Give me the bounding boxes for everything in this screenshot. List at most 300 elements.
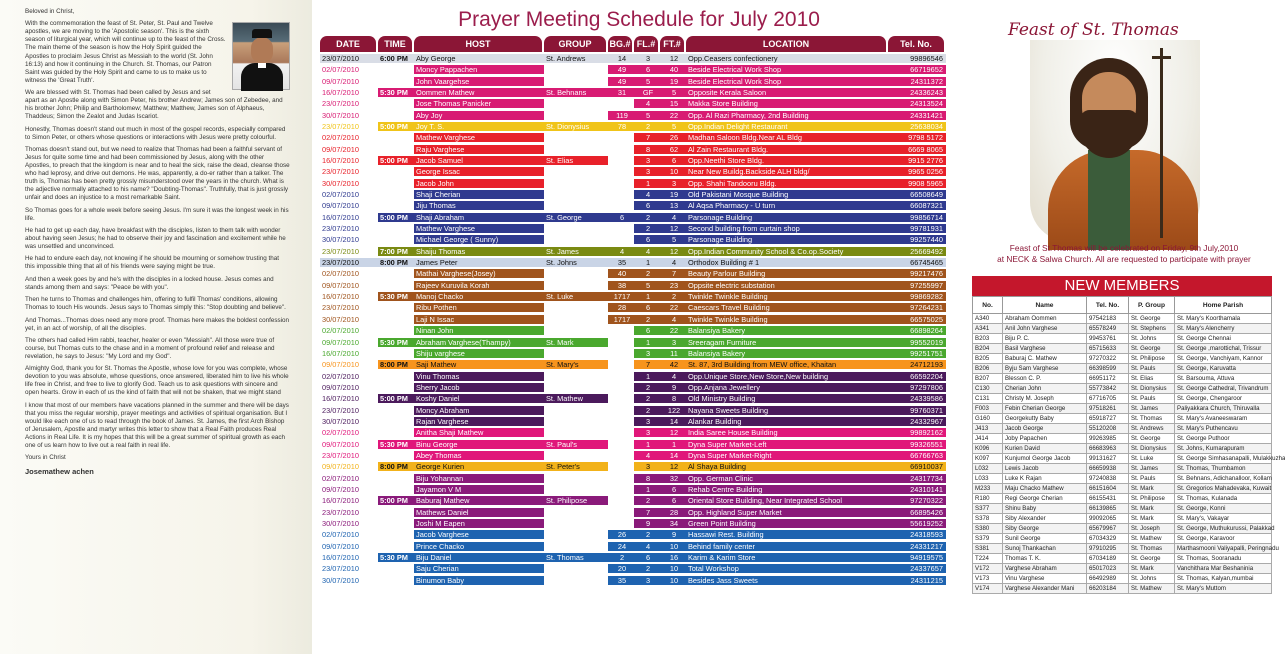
schedule-cell-ft: 16 [660, 553, 686, 562]
schedule-cell-tel: 66898264 [888, 326, 946, 335]
schedule-cell-tel: 24317734 [888, 474, 946, 483]
new-member-row [973, 314, 1272, 324]
schedule-cell-host: Baburaj Mathew [414, 496, 544, 505]
new-member-cell: 66203184 [1087, 584, 1129, 594]
schedule-row [320, 325, 956, 336]
schedule-cell-host: Jayamon V M [414, 485, 544, 494]
new-member-cell: S377 [973, 504, 1003, 514]
schedule-cell-group: St. James [544, 247, 608, 256]
schedule-cell-fl: 4 [634, 190, 660, 199]
new-member-cell: St. Pauls [1129, 364, 1175, 374]
new-member-cell: 66492989 [1087, 574, 1129, 584]
new-member-cell: 65017023 [1087, 564, 1129, 574]
schedule-cell-time: 5:30 PM [378, 440, 414, 449]
schedule-cell-group: St. Thomas [544, 553, 608, 562]
new-member-cell: St. Mathew [1129, 584, 1175, 594]
schedule-cell-time: 8:00 PM [378, 258, 414, 267]
schedule-cell-loc: Oppsite electric substation [686, 281, 888, 290]
schedule-cell-fl: 7 [634, 360, 660, 369]
new-member-cell: St. Mark [1129, 564, 1175, 574]
schedule-cell-group: St. Peter's [544, 462, 608, 471]
new-member-cell: Maju Chacko Mathew [1003, 484, 1087, 494]
schedule-cell-ft: 13 [660, 201, 686, 210]
schedule-cell-fl: 1 [634, 179, 660, 188]
schedule-cell-tel: 66766763 [888, 451, 946, 460]
schedule-cell-tel: 97264231 [888, 303, 946, 312]
schedule-cell-bg: 49 [608, 77, 634, 86]
schedule-cell-group: St. Behnans [544, 88, 608, 97]
schedule-header-cell: HOST [414, 36, 542, 52]
schedule-cell-host: Binu George [414, 440, 544, 449]
schedule-cell-host: Moncy Abraham [414, 406, 544, 415]
schedule-cell-loc: Opp. Al Razi Pharmacy, 2nd Building [686, 111, 888, 120]
schedule-cell-fl: 1 [634, 485, 660, 494]
schedule-cell-loc: Old Ministry Building [686, 394, 888, 403]
schedule-cell-tel: 55619252 [888, 519, 946, 528]
schedule-cell-fl: 3 [634, 167, 660, 176]
schedule-cell-fl: 6 [634, 553, 660, 562]
new-member-cell: St. George, Konni [1175, 504, 1272, 514]
schedule-cell-host: Raju Varghese [414, 145, 544, 154]
schedule-row [320, 541, 956, 552]
schedule-cell-fl: 2 [634, 496, 660, 505]
new-member-cell: St. Mary's, Vakayar [1175, 514, 1272, 524]
new-member-cell: Joby Papachen [1003, 434, 1087, 444]
schedule-cell-fl: 1 [634, 258, 660, 267]
schedule-cell-bg: 78 [608, 122, 634, 131]
letter-paragraph: Almighty God, thank you for St. Thomas the Apostle, whose love for you was complete, whose devotion to you was absolute, whose questions, once answered, liberated him to live his whole life free in Christ, and free to live to glorify God. Teach us to ask questions with sincere and open hearts. Grow in each of us the kind of faith that will not be shaken, that we might stand [25, 365, 289, 397]
schedule-cell-loc: Green Point Building [686, 519, 888, 528]
schedule-cell-fl: 9 [634, 519, 660, 528]
schedule-cell-tel: 66087321 [888, 201, 946, 210]
schedule-header-row [320, 36, 956, 52]
new-member-cell: V174 [973, 584, 1003, 594]
new-member-cell: B204 [973, 344, 1003, 354]
schedule-cell-time: 5:00 PM [378, 156, 414, 165]
new-member-cell: 99263985 [1087, 434, 1129, 444]
new-member-cell: B206 [973, 364, 1003, 374]
schedule-cell-bg: 20 [608, 564, 634, 573]
new-member-cell: A340 [973, 314, 1003, 324]
new-member-cell: Paliyakkara Church, Thiruvalla [1175, 404, 1272, 414]
new-member-cell: Christy M. Joseph [1003, 394, 1087, 404]
schedule-cell-ft: 4 [660, 213, 686, 222]
schedule-cell-bg: 1717 [608, 292, 634, 301]
schedule-cell-loc: Al Shaya Building [686, 462, 888, 471]
schedule-cell-host: Joy T. S. [414, 122, 544, 131]
schedule-cell-ft: 4 [660, 372, 686, 381]
new-member-cell: 97910295 [1087, 544, 1129, 554]
new-member-row [973, 434, 1272, 444]
schedule-cell-date: 23/07/2010 [320, 508, 378, 517]
schedule-cell-tel: 97255997 [888, 281, 946, 290]
schedule-row [320, 359, 956, 370]
schedule-cell-fl: 2 [634, 564, 660, 573]
new-member-cell: St. George, Vanchiyam, Kannor [1175, 354, 1272, 364]
schedule-cell-loc: Parsonage Building [686, 235, 888, 244]
new-member-cell: St. Gregorios Mahadevaka, Kuwait [1175, 484, 1272, 494]
schedule-cell-loc: Besides Jass Sweets [686, 576, 888, 585]
new-member-cell: 99092065 [1087, 514, 1129, 524]
schedule-cell-time: 5:30 PM [378, 292, 414, 301]
new-member-cell: St. George [1129, 314, 1175, 324]
new-members-header-cell: No. [973, 297, 1003, 314]
schedule-cell-loc: Opp. German Clinic [686, 474, 888, 483]
letter-paragraph: He had to get up each day, have breakfast with the disciples, listen to them talk with wonder about having seen Jesus; he had to observe their joy and fascination and excitement while he was unsettled and unconvinced. [25, 226, 286, 250]
schedule-cell-date: 09/07/2010 [320, 383, 378, 392]
new-member-row [973, 404, 1272, 414]
new-member-cell: Vanchithara Mar Beshaninia [1175, 564, 1272, 574]
schedule-cell-date: 02/07/2010 [320, 474, 378, 483]
new-member-cell: St. James [1129, 404, 1175, 414]
schedule-row [320, 76, 956, 87]
schedule-cell-bg: 4 [608, 247, 634, 256]
schedule-cell-tel: 66745465 [888, 258, 946, 267]
schedule-cell-tel: 99257440 [888, 235, 946, 244]
new-member-cell: 65715633 [1087, 344, 1129, 354]
schedule-cell-host: Ribu Pothen [414, 303, 544, 312]
schedule-cell-fl: 7 [634, 133, 660, 142]
schedule-row [320, 552, 956, 563]
schedule-cell-loc: St. 87, 3rd Building from MEW office, Khaitan [686, 360, 888, 369]
schedule-cell-tel: 66508649 [888, 190, 946, 199]
new-member-row [973, 524, 1272, 534]
schedule-cell-host: Manoj Chacko [414, 292, 544, 301]
schedule-cell-ft: 12 [660, 224, 686, 233]
new-member-cell: 66683963 [1087, 444, 1129, 454]
schedule-cell-fl: 2 [634, 269, 660, 278]
new-member-row [973, 464, 1272, 474]
schedule-row [320, 484, 956, 495]
new-members-header-cell: Home Parish [1175, 297, 1272, 314]
schedule-cell-ft: 22 [660, 303, 686, 312]
new-member-row [973, 564, 1272, 574]
schedule-cell-loc: Behind family center [686, 542, 888, 551]
pastor-letter [0, 0, 312, 654]
schedule-cell-tel: 9965 0256 [888, 167, 946, 176]
schedule-cell-host: Rajeev Kuruvila Korah [414, 281, 544, 290]
schedule-cell-host: Jacob Samuel [414, 156, 544, 165]
letter-paragraph: And Thomas...Thomas does need any more proof. Thomas here makes the boldest confession yet, in an act of worship, of all the disciples. [25, 316, 290, 332]
new-member-cell: St. George Simhasanapalli, Mulakkuzha [1175, 454, 1272, 464]
letter-paragraph: Then he turns to Thomas and challenges him, offering to fulfil Thomas' conditions, allowing Thomas to touch His wounds. Jesus says to Thomas simply this: "Stop doubting and believe". [25, 296, 286, 312]
schedule-header-cell: Tel. No. [888, 36, 944, 52]
schedule-cell-date: 23/07/2010 [320, 258, 378, 267]
new-member-row [973, 394, 1272, 404]
schedule-cell-ft: 12 [660, 428, 686, 437]
schedule-cell-host: Jose Thomas Panicker [414, 99, 544, 108]
schedule-row [320, 495, 956, 506]
new-member-row [973, 424, 1272, 434]
schedule-cell-host: James Peter [414, 258, 544, 267]
saint-thomas-image [1030, 40, 1200, 242]
new-member-cell: St. George, Muthukurussi, Palakkad [1175, 524, 1272, 534]
schedule-row [320, 257, 956, 268]
schedule-cell-ft: 12 [660, 247, 686, 256]
schedule-cell-group: St. Andrews [544, 54, 608, 63]
schedule-cell-loc: Opp.Indian Community School & Co.op.Society [686, 247, 888, 256]
schedule-cell-date: 09/07/2010 [320, 485, 378, 494]
new-member-cell: Luke K Rajan [1003, 474, 1087, 484]
schedule-cell-bg: 38 [608, 281, 634, 290]
schedule-row [320, 405, 956, 416]
schedule-cell-ft: 2 [660, 292, 686, 301]
schedule-header-cell: FT.# [660, 36, 684, 52]
new-member-cell: St. Johns [1129, 334, 1175, 344]
schedule-cell-loc: Twinkle Twinkle Building [686, 315, 888, 324]
letter-paragraph: The others had called Him rabbi, teacher, healer or even "Messiah". All those were true of course, but Thomas cuts to the chase and in a moment of profound relief and release and revelation, he says to Jesus: "My Lord and my God". [25, 336, 275, 360]
new-member-cell: B207 [973, 374, 1003, 384]
new-member-cell: B203 [973, 334, 1003, 344]
schedule-row [320, 427, 956, 438]
schedule-cell-tel: 99781931 [888, 224, 946, 233]
schedule-cell-host: Binumon Baby [414, 576, 544, 585]
schedule-cell-bg: 31 [608, 88, 634, 97]
schedule-cell-fl: 2 [634, 530, 660, 539]
schedule-cell-fl: 4 [634, 542, 660, 551]
schedule-cell-fl: 4 [634, 247, 660, 256]
schedule-cell-ft: 6 [660, 496, 686, 505]
schedule-cell-fl: 4 [634, 451, 660, 460]
schedule-cell-date: 09/07/2010 [320, 281, 378, 290]
schedule-cell-fl: 1 [634, 292, 660, 301]
schedule-cell-loc: Alankar Building [686, 417, 888, 426]
schedule-cell-bg: 14 [608, 54, 634, 63]
schedule-cell-ft: 10 [660, 167, 686, 176]
new-member-row [973, 454, 1272, 464]
new-member-cell: St. Mary's Avaneeswaram [1175, 414, 1272, 424]
schedule-cell-loc: Caescars Travel Building [686, 303, 888, 312]
schedule-cell-tel: 99896546 [888, 54, 946, 63]
new-member-cell: St. George, Karuvatta [1175, 364, 1272, 374]
new-member-cell: St. Mary's Alencherry [1175, 324, 1272, 334]
schedule-cell-bg: 49 [608, 65, 634, 74]
schedule-header-cell: DATE [320, 36, 376, 52]
schedule-row [320, 269, 956, 280]
schedule-cell-host: Ninan John [414, 326, 544, 335]
new-member-cell: R180 [973, 494, 1003, 504]
schedule-cell-host: Joshi M Eapen [414, 519, 544, 528]
schedule-cell-fl: 3 [634, 576, 660, 585]
new-members-panel [972, 276, 1285, 594]
schedule-cell-loc: Madhan Saloon Bldg.Near AL Bldg [686, 133, 888, 142]
schedule-cell-tel: 99552019 [888, 338, 946, 347]
schedule-cell-ft: 6 [660, 485, 686, 494]
new-member-row [973, 344, 1272, 354]
new-member-cell: Siby George [1003, 524, 1087, 534]
schedule-cell-tel: 99856714 [888, 213, 946, 222]
new-member-cell: 99131627 [1087, 454, 1129, 464]
schedule-cell-loc: Beside Electrical Work Shop [686, 77, 888, 86]
new-member-cell: Byju Sam Varghese [1003, 364, 1087, 374]
new-member-cell: V173 [973, 574, 1003, 584]
new-member-cell: C131 [973, 394, 1003, 404]
schedule-cell-date: 02/07/2010 [320, 133, 378, 142]
schedule-cell-loc: Balansiya Bakery [686, 326, 888, 335]
schedule-cell-fl: 5 [634, 111, 660, 120]
schedule-cell-time: 5:00 PM [378, 394, 414, 403]
new-member-cell: V172 [973, 564, 1003, 574]
feast-title: Feast of St. Thomas [1008, 20, 1179, 40]
schedule-cell-date: 09/07/2010 [320, 338, 378, 347]
new-member-cell: St. Johns [1129, 574, 1175, 584]
schedule-row [320, 303, 956, 314]
schedule-cell-ft: 19 [660, 190, 686, 199]
schedule-cell-ft: 10 [660, 576, 686, 585]
new-member-cell: 55120208 [1087, 424, 1129, 434]
schedule-cell-group: St. Mary's [544, 360, 608, 369]
new-member-cell: St. Andrews [1129, 424, 1175, 434]
new-member-cell: St. Mary's Koorthamala [1175, 314, 1272, 324]
schedule-row [320, 53, 956, 64]
schedule-cell-tel: 25638034 [888, 122, 946, 131]
new-member-cell: 66139865 [1087, 504, 1129, 514]
schedule-cell-date: 23/07/2010 [320, 224, 378, 233]
schedule-cell-date: 02/07/2010 [320, 530, 378, 539]
schedule-cell-ft: 6 [660, 156, 686, 165]
schedule-cell-fl: 2 [634, 122, 660, 131]
new-member-cell: 67034329 [1087, 534, 1129, 544]
pastor-photo [232, 22, 290, 90]
schedule-cell-host: Shaji Abraham [414, 213, 544, 222]
new-member-cell: F003 [973, 404, 1003, 414]
letter-paragraph: He had to endure each day, not knowing if he should be mourning or somehow trusting that this impossible thing that all of his friends were saying might be true. [25, 255, 280, 271]
schedule-cell-time: 5:30 PM [378, 338, 414, 347]
schedule-cell-ft: 23 [660, 281, 686, 290]
schedule-header-cell: BG.# [608, 36, 632, 52]
schedule-cell-fl: 2 [634, 383, 660, 392]
new-member-cell: M233 [973, 484, 1003, 494]
schedule-cell-host: Koshy Daniel [414, 394, 544, 403]
schedule-cell-host: Prince Chacko [414, 542, 544, 551]
schedule-cell-ft: 14 [660, 417, 686, 426]
schedule-cell-loc: Nayana Sweets Building [686, 406, 888, 415]
schedule-cell-ft: 3 [660, 179, 686, 188]
new-member-cell: Basil Varghese [1003, 344, 1087, 354]
schedule-cell-date: 30/07/2010 [320, 111, 378, 120]
schedule-row [320, 337, 956, 348]
schedule-cell-ft: 122 [660, 406, 686, 415]
schedule-cell-group: St. Elias [544, 156, 608, 165]
schedule-cell-fl: 1 [634, 338, 660, 347]
schedule-cell-fl: 2 [634, 224, 660, 233]
schedule-row [320, 155, 956, 166]
schedule-cell-fl: 6 [634, 65, 660, 74]
schedule-cell-host: Abey Thomas [414, 451, 544, 460]
schedule-cell-loc: Balansiya Bakery [686, 349, 888, 358]
schedule-cell-time: 8:00 PM [378, 360, 414, 369]
schedule-cell-loc: Rehab Centre Building [686, 485, 888, 494]
schedule-cell-time: 5:30 PM [378, 88, 414, 97]
new-member-cell: J413 [973, 424, 1003, 434]
schedule-cell-ft: 62 [660, 145, 686, 154]
schedule-row [320, 121, 956, 132]
new-member-cell: Thomas T. K. [1003, 554, 1087, 564]
schedule-cell-ft: 34 [660, 519, 686, 528]
schedule-cell-host: Oommen Mathew [414, 88, 544, 97]
schedule-cell-loc: Opp.Neethi Store Bldg. [686, 156, 888, 165]
schedule-cell-host: Aby Joy [414, 111, 544, 120]
schedule-cell-host: Jacob Varghese [414, 530, 544, 539]
schedule-row [320, 291, 956, 302]
schedule-cell-ft: 42 [660, 360, 686, 369]
new-member-cell: Georgekutty Baby [1003, 414, 1087, 424]
new-member-row [973, 384, 1272, 394]
schedule-cell-fl: 1 [634, 372, 660, 381]
new-member-cell: Varghese Alexander Mani [1003, 584, 1087, 594]
new-member-row [973, 534, 1272, 544]
new-member-cell: St. Mark [1129, 484, 1175, 494]
schedule-cell-group: St. Luke [544, 292, 608, 301]
letter-paragraph: I know that most of our members have vacations planned in the summer and there will be days that you miss the regular worship, prayer meetings and activities of spiritual organisation. But I would like each one of us to read through the book of James. St. James, the first Arch Bishop of Jerusalem, Apostle and martyr writes this letter to show that a Real Faith produces Real Actions in Real Life. It is my hopes that this will be a great summer of spiritual growth as each one of us learn how to live out a real faith in real life. [25, 401, 289, 450]
schedule-cell-loc: Makka Store Building [686, 99, 888, 108]
schedule-cell-tel: 24331217 [888, 542, 946, 551]
schedule-cell-ft: 15 [660, 99, 686, 108]
schedule-row [320, 212, 956, 223]
schedule-cell-time: 5:00 PM [378, 213, 414, 222]
new-member-cell: St. Thomas, Sooranadu [1175, 554, 1272, 564]
new-member-row [973, 554, 1272, 564]
schedule-cell-tel: 24337657 [888, 564, 946, 573]
schedule-cell-host: Vinu Thomas [414, 372, 544, 381]
new-member-cell: Jacob George [1003, 424, 1087, 434]
new-member-cell: St. George [1129, 434, 1175, 444]
new-member-cell: St. Thomas, Thumbamon [1175, 464, 1272, 474]
new-member-cell: S380 [973, 524, 1003, 534]
new-member-cell: Siby Alexander [1003, 514, 1087, 524]
new-member-cell: Sunoj Thankachan [1003, 544, 1087, 554]
schedule-row [320, 98, 956, 109]
schedule-row [320, 223, 956, 234]
schedule-row [320, 461, 956, 472]
new-member-cell: St. James [1129, 464, 1175, 474]
schedule-cell-ft: 26 [660, 133, 686, 142]
schedule-cell-host: Mathai Varghese(Josey) [414, 269, 544, 278]
schedule-row [320, 416, 956, 427]
schedule-cell-loc: Al Zain Restaurant Bldg. [686, 145, 888, 154]
schedule-row [320, 473, 956, 484]
new-member-cell: Regi George Cherian [1003, 494, 1087, 504]
schedule-cell-date: 16/07/2010 [320, 496, 378, 505]
schedule-cell-host: Saju Cherian [414, 564, 544, 573]
schedule-cell-date: 16/07/2010 [320, 349, 378, 358]
schedule-cell-host: George Kurien [414, 462, 544, 471]
schedule-cell-date: 23/07/2010 [320, 54, 378, 63]
schedule-cell-date: 23/07/2010 [320, 122, 378, 131]
schedule-cell-bg: 28 [608, 303, 634, 312]
schedule-cell-date: 23/07/2010 [320, 303, 378, 312]
schedule-cell-group: St. Dionysius [544, 122, 608, 131]
new-member-cell: St. Pauls [1129, 394, 1175, 404]
schedule-cell-bg: 26 [608, 530, 634, 539]
new-member-cell: St. Thomas [1129, 414, 1175, 424]
schedule-cell-host: Sherry Jacob [414, 383, 544, 392]
new-members-header-cell: P. Group [1129, 297, 1175, 314]
schedule-cell-fl: 3 [634, 349, 660, 358]
new-member-cell: St. George Chennai [1175, 334, 1272, 344]
new-members-header-cell: Name [1003, 297, 1087, 314]
schedule-cell-ft: 10 [660, 564, 686, 573]
schedule-cell-fl: 3 [634, 156, 660, 165]
schedule-cell-date: 16/07/2010 [320, 213, 378, 222]
new-member-cell: St. Philipose [1129, 354, 1175, 364]
schedule-cell-host: Mathews Daniel [414, 508, 544, 517]
schedule-cell-date: 23/07/2010 [320, 406, 378, 415]
schedule-cell-ft: 4 [660, 315, 686, 324]
new-members-header-cell: Tel. No. [1087, 297, 1129, 314]
schedule-row [320, 110, 956, 121]
schedule-row [320, 314, 956, 325]
